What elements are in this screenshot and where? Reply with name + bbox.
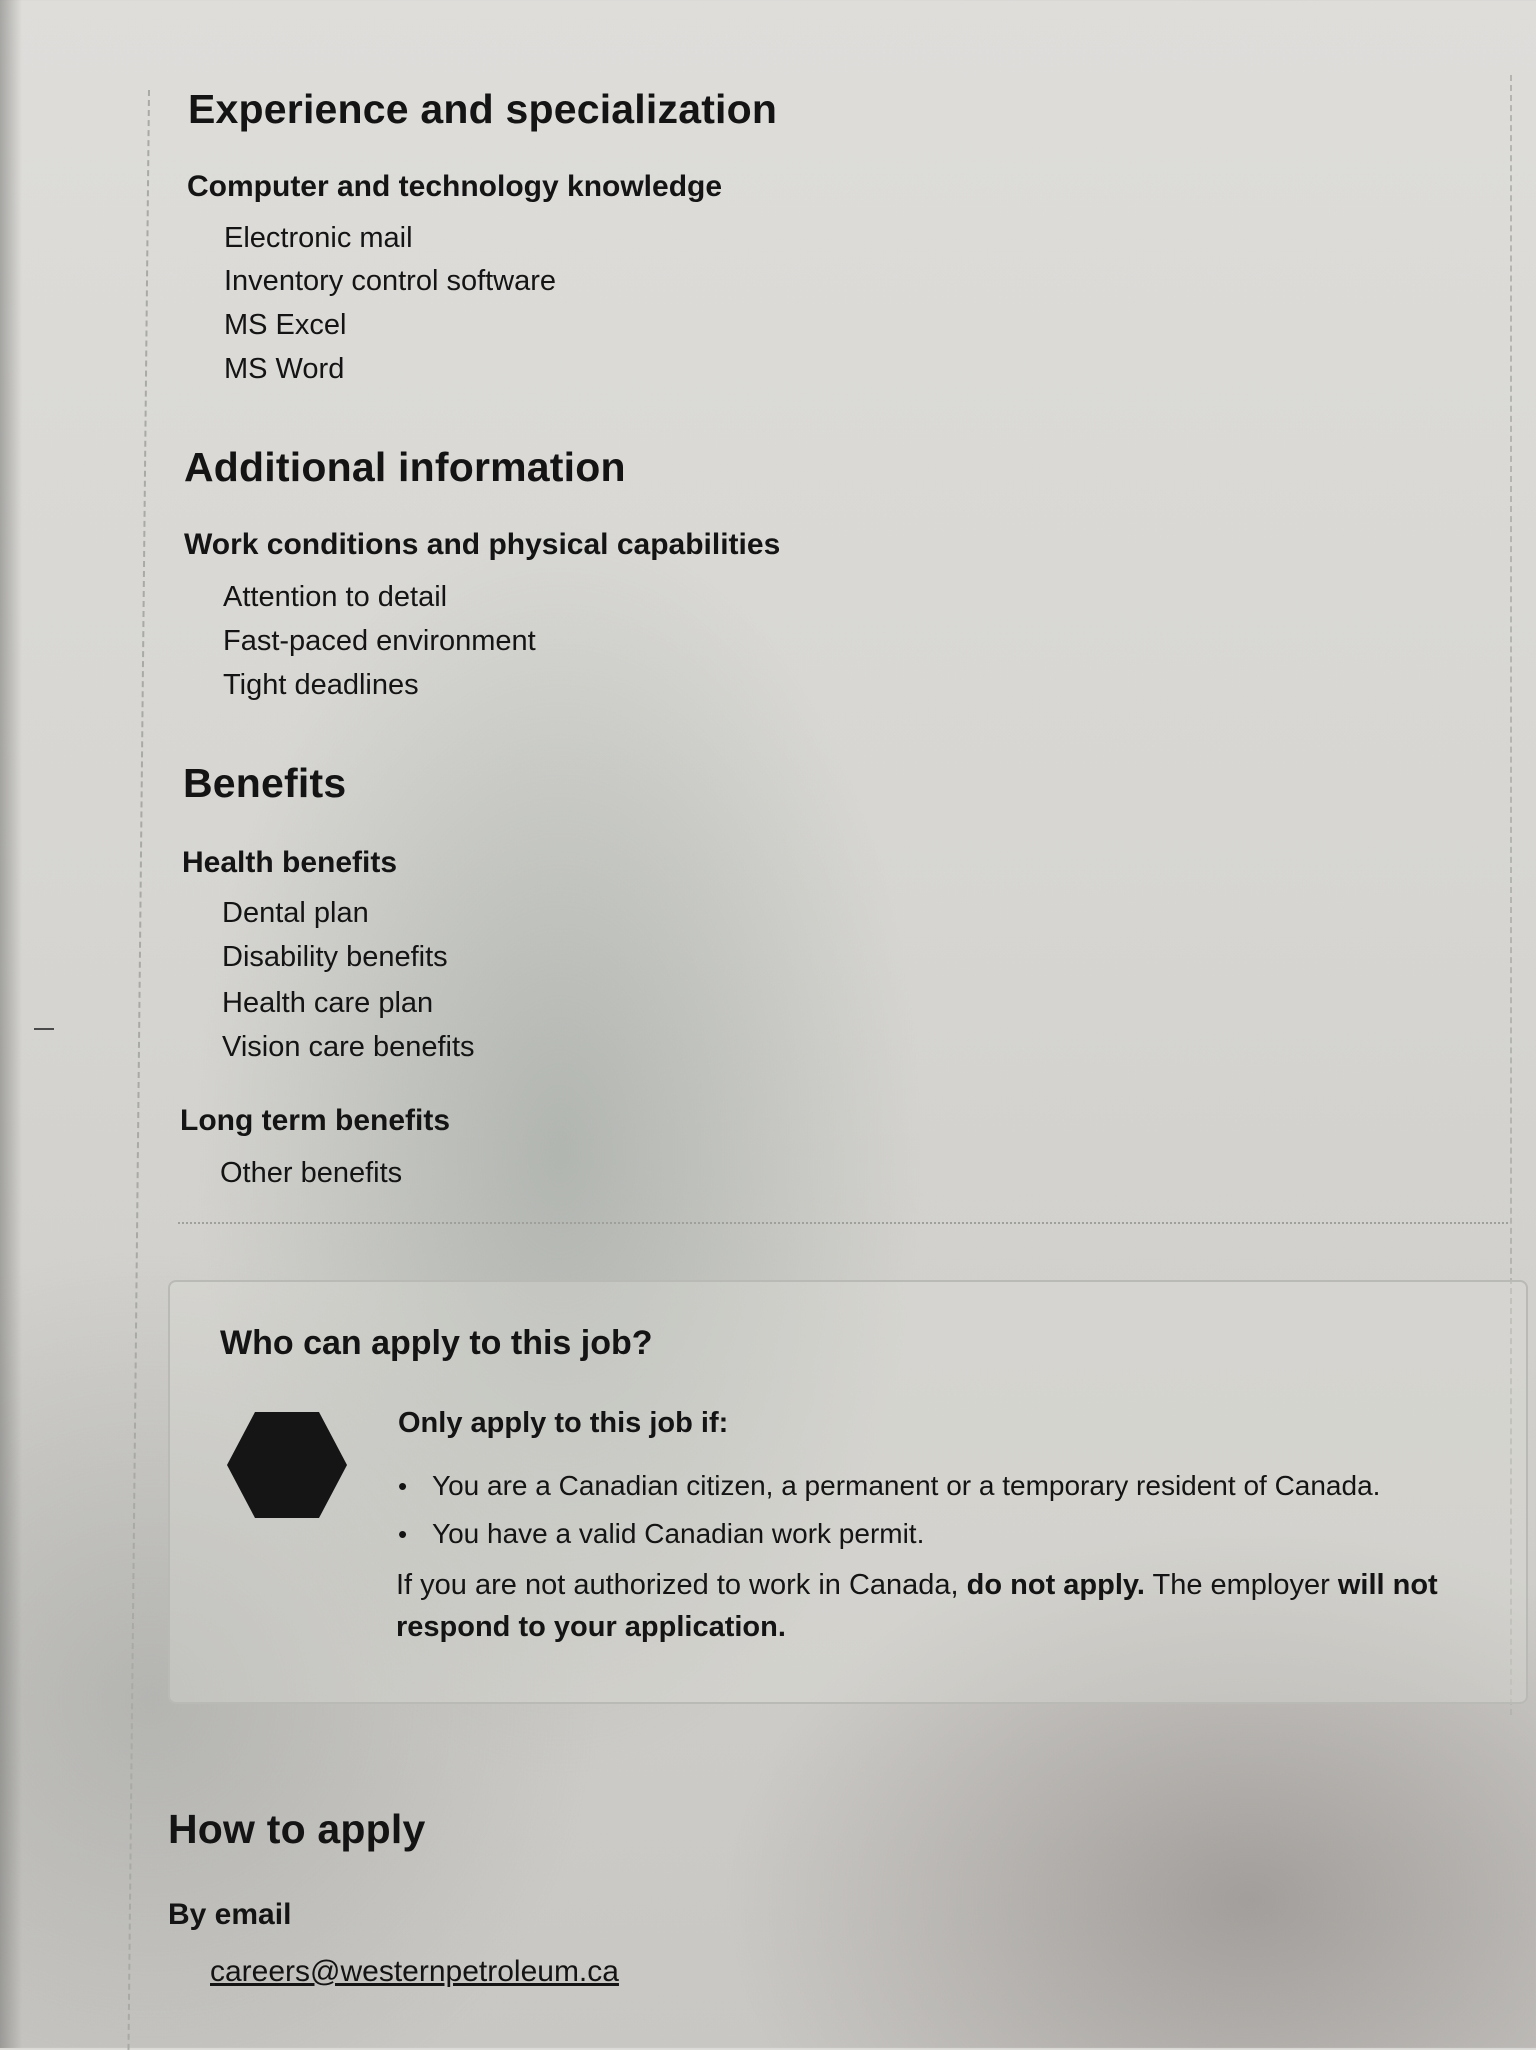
apply-method-label: By email [168,1898,292,1931]
list-item: MS Excel [224,309,347,341]
list-item: Fast-paced environment [223,625,536,657]
list-item: • You have a valid Canadian work permit. [398,1510,1380,1558]
list-item: Vision care benefits [222,1031,475,1063]
how-to-apply-heading: How to apply [168,1806,426,1852]
benefits-heading: Benefits [183,760,347,806]
conditions-list [398,1462,1380,1558]
list-item: Electronic mail [224,222,413,254]
list-item: Dental plan [222,897,369,929]
eligibility-title: Who can apply to this job? [220,1324,653,1362]
list-item: Inventory control software [224,265,557,297]
only-apply-label: Only apply to this job if: [398,1407,729,1439]
list-item: • You are a Canadian citizen, a permanent or a temporary resident of Canada. [398,1462,1380,1510]
list-item: Disability benefits [222,941,448,973]
health-benefits-subheading: Health benefits [182,846,398,879]
hexagon-icon [225,1410,349,1520]
experience-heading: Experience and specialization [188,86,778,132]
eligibility-box [168,1280,1528,1704]
list-item: MS Word [224,353,345,385]
authorization-warning: If you are not authorized to work in Canada, do not apply. The employer will not respond to your application. [396,1569,1438,1643]
list-item: Health care plan [222,987,434,1019]
bullet-icon: • [398,1471,408,1501]
additional-info-heading: Additional information [184,444,626,490]
work-conditions-subheading: Work conditions and physical capabilities [184,528,781,561]
email-link[interactable]: careers@westernpetroleum.ca [210,1955,619,1988]
bullet-icon: • [398,1519,408,1549]
section-divider [178,1222,1508,1224]
list-item: Attention to detail [223,581,448,613]
list-item: Other benefits [220,1157,403,1189]
computer-knowledge-subheading: Computer and technology knowledge [187,170,723,203]
long-term-benefits-subheading: Long term benefits [180,1104,451,1137]
list-item: Tight deadlines [223,669,419,701]
